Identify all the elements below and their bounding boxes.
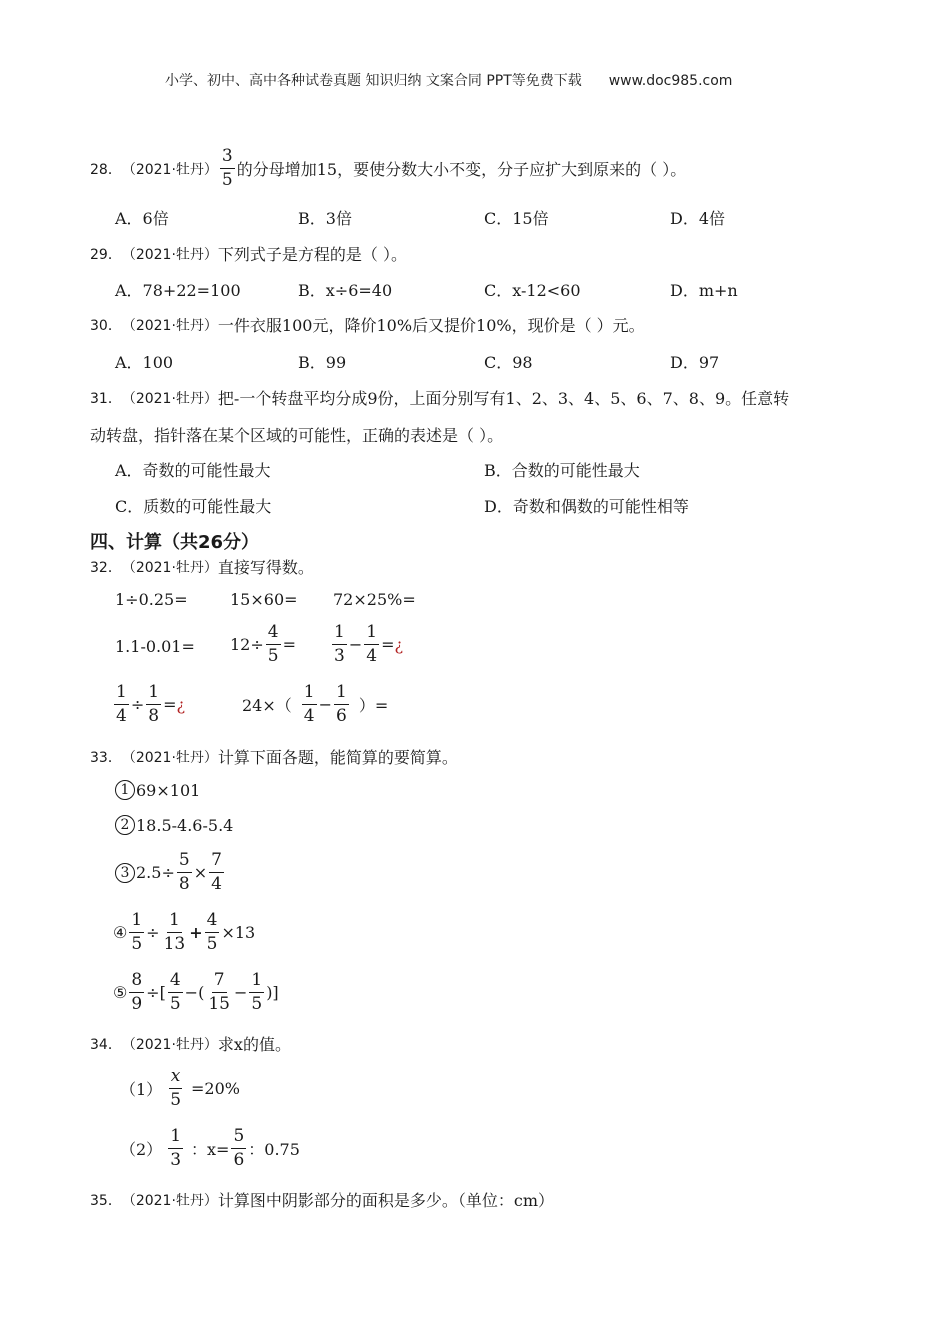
- denominator: 6: [336, 706, 347, 726]
- numerator: 5: [231, 1128, 246, 1149]
- operator: −: [233, 983, 248, 1002]
- numerator: 5: [177, 852, 192, 873]
- operator: −: [348, 635, 363, 654]
- option-b: B．99: [298, 353, 347, 372]
- equals: =: [163, 695, 177, 714]
- numerator: 1: [302, 684, 317, 705]
- fraction: [231, 1128, 246, 1169]
- fraction: [209, 852, 224, 893]
- equation-2: [120, 1128, 300, 1169]
- option-d: D．m+n: [670, 281, 738, 300]
- option-d: D．奇数和偶数的可能性相等: [484, 497, 689, 516]
- question-text: 直接写得数。: [217, 558, 314, 577]
- denominator: 6: [233, 1150, 245, 1170]
- circled-number: ⑤: [113, 983, 128, 1002]
- fraction: [206, 972, 232, 1013]
- question-source: （2021·牡丹）: [121, 1192, 218, 1209]
- problem-expression: 18.5-4.6-5.4: [136, 815, 234, 835]
- numerator: 1: [364, 624, 379, 645]
- question-text: 下列式子是方程的是（ ）。: [217, 245, 408, 264]
- denominator: 4: [303, 706, 315, 726]
- circled-number: ④: [113, 923, 128, 942]
- numerator: 7: [212, 972, 227, 993]
- fraction: [162, 912, 188, 953]
- header-text: 小学、初中、高中各种试卷真题 知识归纳 文案合同 PPT等免费下载: [165, 73, 582, 89]
- expression-1: 1÷0.25=: [115, 590, 188, 609]
- problem-4: [113, 912, 255, 953]
- fraction: [146, 684, 161, 725]
- numerator: 1: [334, 684, 349, 705]
- question-number: 32．: [90, 559, 122, 576]
- circled-number: 2: [115, 815, 135, 835]
- fraction: [205, 912, 220, 953]
- circled-number: 3: [115, 863, 135, 883]
- page-header: [165, 70, 732, 90]
- denominator: 3: [334, 646, 345, 666]
- denominator: 13: [163, 934, 186, 954]
- question-number: 34．: [90, 1036, 122, 1053]
- question-source: （2021·牡丹）: [121, 390, 218, 407]
- question-28: [90, 148, 686, 189]
- question-source: （2021·牡丹）: [121, 246, 218, 263]
- question-34: [90, 1032, 291, 1055]
- section-title: 四、计算（共26分）: [90, 532, 260, 553]
- equals: =: [381, 635, 395, 654]
- denominator: 4: [116, 706, 127, 726]
- question-source: （2021·牡丹）: [121, 1036, 218, 1053]
- denominator: 15: [208, 994, 230, 1014]
- denominator: 5: [169, 994, 181, 1014]
- operator: ÷: [146, 923, 160, 942]
- denominator: 5: [221, 170, 233, 190]
- expression-3: 72×25%=: [333, 590, 416, 609]
- expr-text: =: [282, 635, 296, 654]
- expression-5: [230, 624, 296, 665]
- question-source: （2021·牡丹）: [121, 749, 218, 766]
- question-number: 29．: [90, 246, 122, 263]
- numerator: 1: [332, 624, 347, 645]
- question-text: 求x的值。: [217, 1035, 291, 1054]
- question-text: 的分母增加15，要使分数大小不变，分子应扩大到原来的（ ）。: [236, 160, 687, 179]
- question-source: （2021·牡丹）: [121, 559, 218, 576]
- question-number: 35．: [90, 1192, 122, 1209]
- numerator: 4: [168, 972, 183, 993]
- question-source: （2021·牡丹）: [121, 161, 218, 178]
- option-b: B．合数的可能性最大: [484, 461, 640, 480]
- option-a: A．6倍: [115, 209, 169, 228]
- question-number: 28．: [90, 161, 122, 178]
- fraction: [332, 624, 347, 665]
- question-number: 30．: [90, 317, 122, 334]
- operator: )]: [266, 983, 279, 1002]
- option-a: A．奇数的可能性最大: [115, 461, 271, 480]
- option-c: C．15倍: [484, 209, 549, 228]
- circled-number: 1: [115, 780, 135, 800]
- numerator: 7: [209, 852, 224, 873]
- equation-text: =20%: [191, 1079, 240, 1098]
- question-35: [90, 1188, 554, 1211]
- denominator: 8: [178, 874, 190, 894]
- header-site-link[interactable]: www.doc985.com: [608, 73, 733, 89]
- operator: +: [189, 923, 203, 942]
- equation-label: （1）: [120, 1080, 163, 1099]
- denominator: 4: [366, 646, 378, 666]
- placeholder-glyph: ¿: [176, 695, 186, 714]
- question-source: （2021·牡丹）: [121, 317, 218, 334]
- expression-2: 15×60=: [230, 590, 298, 609]
- option-b: B．x÷6=40: [298, 281, 393, 300]
- denominator: 5: [170, 1090, 182, 1110]
- fraction: [129, 972, 144, 1013]
- denominator: 5: [206, 934, 218, 954]
- fraction: [364, 624, 379, 665]
- question-text-line2: 动转盘，指针落在某个区域的可能性，正确的表述是（ ）。: [90, 426, 504, 445]
- operator: ÷: [130, 695, 145, 714]
- question-text: 计算下面各题，能简算的要简算。: [217, 748, 458, 767]
- expr-text: 12÷: [230, 635, 264, 654]
- expression-4: 1.1-0.01=: [115, 637, 195, 656]
- denominator: 8: [148, 706, 160, 726]
- question-number: 33．: [90, 749, 122, 766]
- numerator: 1: [114, 684, 129, 705]
- fraction: [129, 912, 144, 953]
- fraction: [168, 1068, 183, 1109]
- problem-expression: 69×101: [136, 780, 201, 800]
- option-b: B．3倍: [298, 209, 352, 228]
- numerator: 1: [129, 912, 144, 933]
- fraction: [220, 148, 235, 189]
- equation-text: ：x=: [191, 1140, 230, 1159]
- problem-3: [115, 852, 226, 893]
- numerator: 4: [266, 624, 281, 645]
- numerator: 1: [249, 972, 264, 993]
- question-text: 计算图中阴影部分的面积是多少。（单位：cm）: [217, 1191, 555, 1210]
- option-c: C．x-12<60: [484, 281, 581, 300]
- question-32: [90, 555, 314, 578]
- question-text-line1: 把-一个转盘平均分成9份，上面分别写有1、2、3、4、5、6、7、8、9。任意转: [217, 389, 790, 408]
- expression-7: [112, 684, 185, 725]
- numerator: 3: [220, 148, 235, 169]
- problem-5: [113, 972, 279, 1013]
- question-33: [90, 745, 458, 768]
- operator: ×: [193, 863, 208, 882]
- operator: −: [318, 695, 333, 714]
- fraction: [266, 624, 281, 665]
- equation-1: [120, 1068, 240, 1109]
- numerator: 8: [129, 972, 144, 993]
- denominator: 9: [131, 994, 143, 1014]
- fraction: [168, 1128, 183, 1169]
- fraction: [114, 684, 129, 725]
- equation-label: （2）: [120, 1140, 163, 1159]
- expr-text: ）=: [358, 696, 389, 715]
- denominator: 5: [251, 994, 263, 1014]
- option-a: A．100: [115, 353, 174, 372]
- question-30: [90, 313, 645, 336]
- numerator: 4: [205, 912, 220, 933]
- fraction: [334, 684, 349, 725]
- option-c: C．质数的可能性最大: [115, 497, 272, 516]
- numerator: 1: [146, 684, 161, 705]
- placeholder-glyph: ¿: [394, 635, 404, 654]
- fraction: [249, 972, 264, 1013]
- option-a: A．78+22=100: [115, 281, 241, 300]
- numerator: 1: [168, 1128, 183, 1149]
- operator: ÷[: [146, 983, 166, 1002]
- denominator: 5: [131, 934, 143, 954]
- operator: −(: [184, 983, 205, 1002]
- expression-6: [330, 624, 403, 665]
- fraction: [302, 684, 317, 725]
- expression-8: [242, 684, 388, 725]
- question-number: 31．: [90, 390, 122, 407]
- fraction: [168, 972, 183, 1013]
- numerator: x: [169, 1068, 183, 1089]
- problem-expression: 2.5÷: [136, 863, 175, 882]
- numerator: 1: [167, 912, 182, 933]
- denominator: 5: [267, 646, 279, 666]
- question-29: [90, 242, 407, 265]
- equation-text: ：0.75: [248, 1140, 300, 1159]
- option-d: D．4倍: [670, 209, 726, 228]
- question-text: 一件衣服100元，降价10%后又提价10%，现价是（ ）元。: [217, 316, 645, 335]
- question-31: [90, 386, 789, 409]
- problem-1: [115, 780, 200, 800]
- problem-2: [115, 815, 233, 835]
- denominator: 4: [211, 874, 222, 894]
- denominator: 3: [170, 1150, 182, 1170]
- fraction: [177, 852, 192, 893]
- expr-text: 24×（: [242, 696, 292, 715]
- option-d: D．97: [670, 353, 720, 372]
- option-c: C．98: [484, 353, 533, 372]
- problem-expression: ×13: [221, 923, 256, 942]
